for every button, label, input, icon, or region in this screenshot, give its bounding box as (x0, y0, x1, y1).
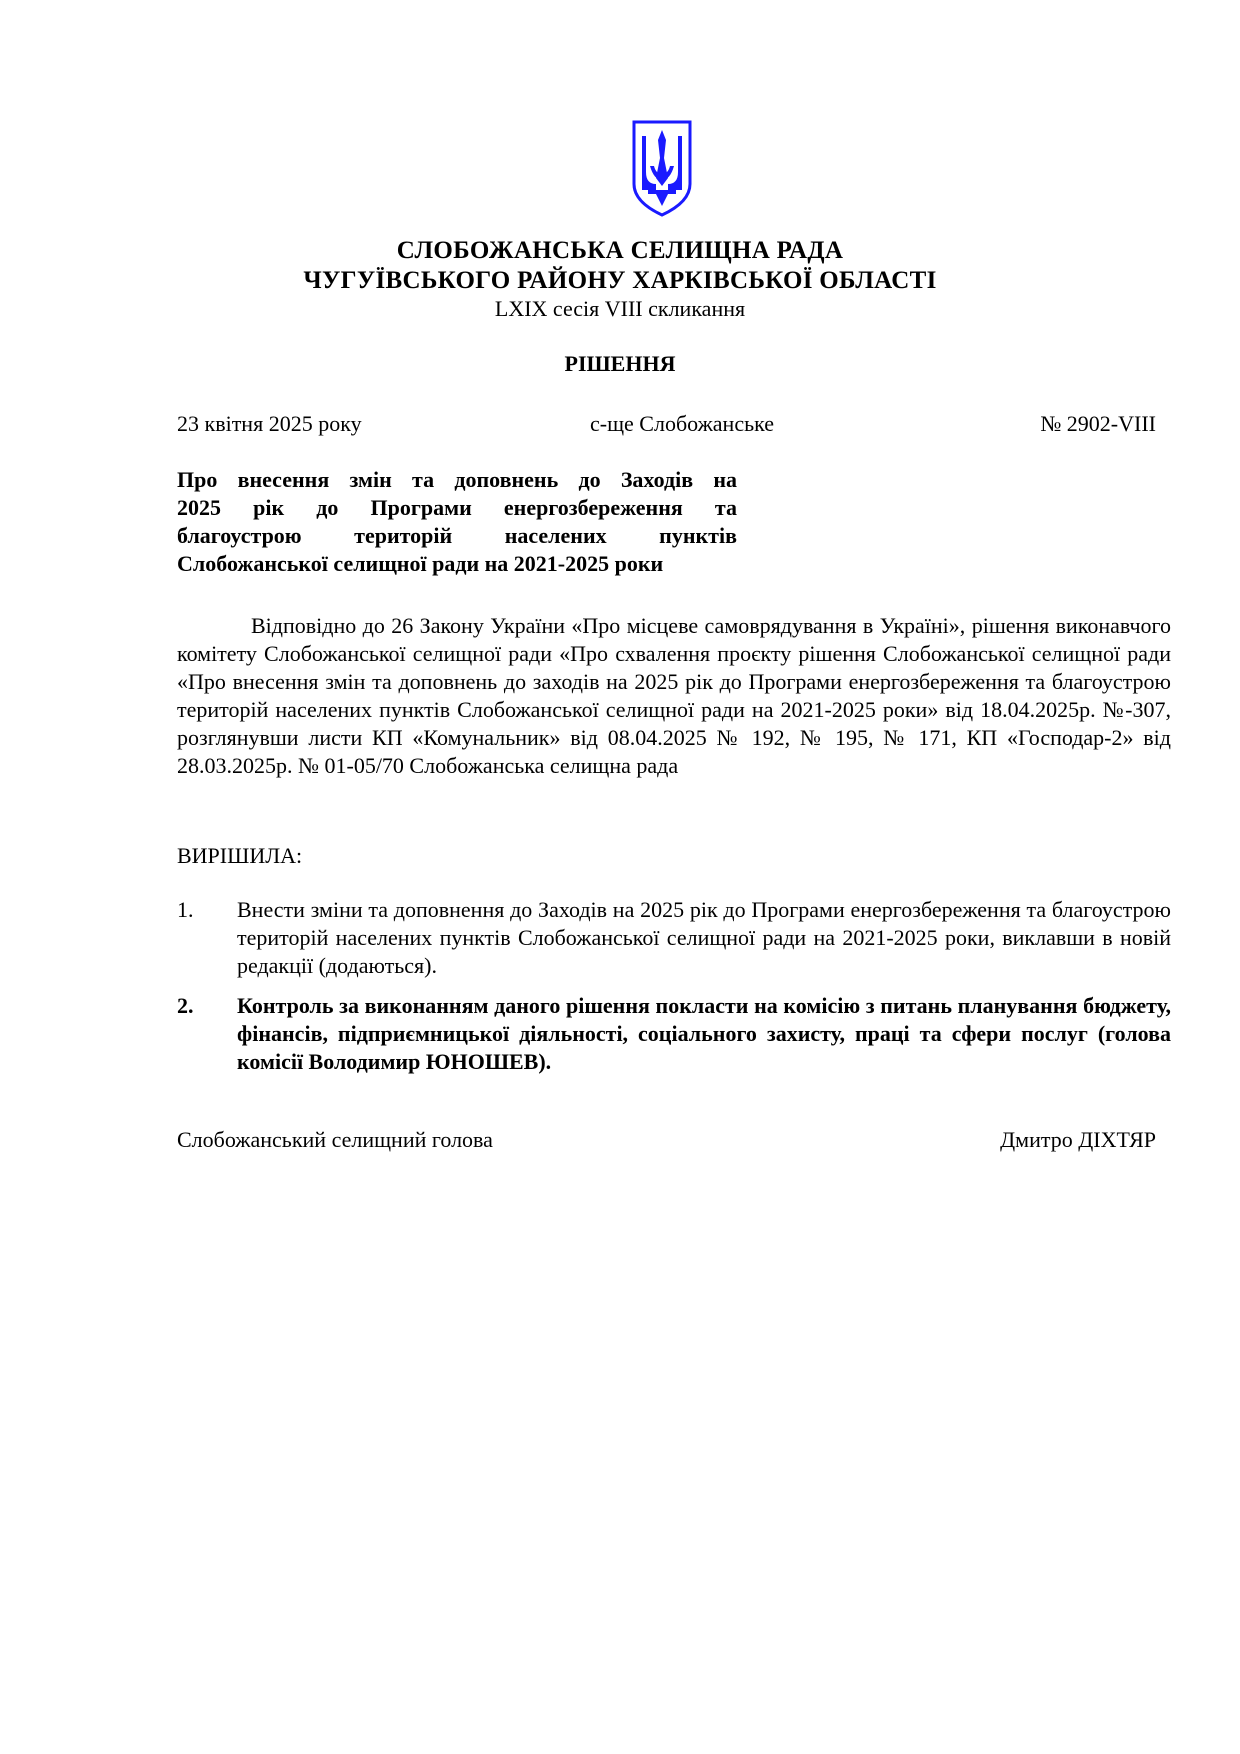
item-text: Внести зміни та доповнення до Заходів на 2025 рік до Програми енергозбереження та благоустрою територій населених пунктів Слобожанської селищної ради на 2021-2025 роки, виклавши в новій редакції (додаються). (237, 897, 1171, 978)
decision-date: 23 квітня 2025 року (177, 411, 362, 436)
subject-line: Про внесення змін та доповнень до Заходів на (177, 467, 737, 492)
decided-heading: ВИРІШИЛА: (177, 843, 303, 868)
document-header (0, 236, 1240, 322)
document-title: РІШЕННЯ (564, 351, 676, 376)
subject-line: 2025 рік до Програми енергозбереження та (177, 495, 737, 520)
preamble-text: Відповідно до 26 Закону України «Про місцеве самоврядування в Україні», рішення виконавчого комітету Слобожанської селищної ради «Про схвалення проєкту рішення Слобожанської селищної ради «Про внесення змін та доповнень до заходів на 2025 рік до Програми енергозбереження та благоустрою територій населених пунктів Слобожанської селищної ради на 2021-2025 роки» від 18.04.2025р. №-307, розглянувши листи КП «Комунальник» від 08.04.2025 № 192, № 195, № 171, КП «Господар-2» від 28.03.2025р. № 01-05/70 Слобожанська селищна рада (177, 613, 1171, 778)
council-name: СЛОБОЖАНСЬКА СЕЛИЩНА РАДА (396, 237, 844, 264)
ukraine-trident-emblem-icon (628, 118, 696, 218)
item-number: 1. (177, 897, 194, 922)
session-info: LXIX сесія VIII скликання (494, 296, 746, 321)
subject-line: благоустрою територій населених пунктів (177, 523, 737, 548)
decision-subject (177, 466, 737, 578)
district-name: ЧУГУЇВСЬКОГО РАЙОНУ ХАРКІВСЬКОЇ ОБЛАСТІ (303, 267, 937, 294)
item-number: 2. (177, 993, 194, 1018)
decision-number: № 2902-VIII (1040, 411, 1156, 436)
signatory-name: Дмитро ДІХТЯР (1000, 1127, 1156, 1152)
preamble-paragraph (177, 612, 1171, 780)
list-item (177, 992, 1171, 1076)
signatory-position: Слобожанський селищний голова (177, 1127, 493, 1152)
decision-items (177, 896, 1171, 1088)
list-item (177, 896, 1171, 980)
item-text: Контроль за виконанням даного рішення покласти на комісію з питань планування бюджету, фінансів, підприємницької діяльності, соціального захисту, праці та сфери послуг (голова комісії Володимир ЮНОШЕВ). (237, 993, 1171, 1074)
decision-place: с-ще Слобожанське (590, 411, 775, 436)
subject-line: Слобожанської селищної ради на 2021-2025 роки (177, 551, 664, 576)
